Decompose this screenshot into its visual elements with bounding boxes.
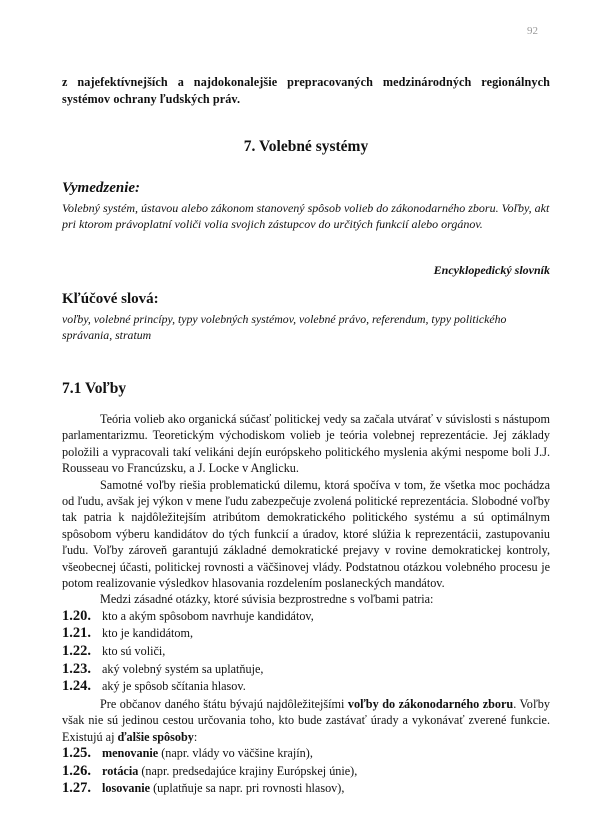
emphasis-legislative-elections: voľby do zákonodarného zboru [347, 696, 514, 711]
paragraph-other-methods [62, 696, 550, 745]
list-number: 1.27. [62, 780, 91, 797]
page-number: 92 [527, 25, 538, 37]
page-content [62, 74, 550, 108]
section-title: 7.1 Voľby [62, 380, 127, 397]
term-description: (uplatňuje sa napr. pri rovnosti hlasov), [150, 781, 345, 796]
definition-body: Volebný systém, ústavou alebo zákonom stanovený spôsob volieb do zákonodarného zboru. Voľby, akt pri ktorom právoplatní voliči volia svojich zástupcov do určitých funkcií alebo orgánov. [62, 201, 550, 231]
list-item [62, 608, 550, 626]
questions-list [62, 608, 550, 696]
term-description: (napr. predsedajúce krajiny Európskej únie), [138, 763, 358, 778]
list-item [62, 678, 550, 696]
list-number: 1.25. [62, 745, 91, 762]
paragraph: Teória volieb ako organická súčasť politickej vedy sa začala utvárať v súvislosti s nástupom parlamentarizmu. Teoretickým východiskom volieb je teória volebnej reprezentácie. Jej základy položili a vypracovali takí velikáni dejín európskeho politického myslenia akými nespome boli J.J. Rousseau vo Francúzsku, a J. Locke v Anglicku. [62, 412, 550, 476]
list-text: aký je spôsob sčítania hlasov. [102, 679, 246, 694]
list-number: 1.22. [62, 643, 91, 660]
list-number: 1.24. [62, 678, 91, 695]
list-number: 1.21. [62, 625, 91, 642]
term: rotácia [102, 763, 139, 778]
list-text: aký volebný systém sa uplatňuje, [102, 661, 264, 676]
methods-list [62, 745, 550, 798]
text-run: . Voľby však nie sú jedinou cestou určovania toho, kto bude zastávať úrady a vykonávať zverené funkcie. Existujú aj [62, 696, 550, 744]
definition-source: Encyklopedický slovník [433, 263, 550, 277]
list-text [102, 745, 313, 763]
list-text [102, 780, 344, 798]
emphasis-other-methods: ďalšie spôsoby [117, 729, 194, 744]
paragraph: Samotné voľby riešia problematickú dilemu, ktorá spočíva v tom, že všetka moc pochádza od ľudu, avšak jej výkon v mene ľudu zabezpečuje zvolená politické reprezentácia. Slobodné voľby tak patria k najdôležitejším atribútom demokratického politického systému a sú optimálnym spôsobom výberu kandidátov do tých funkcií a úradov, ktoré slúžia k reprezentácii, zastupovaniu ľudu. Voľby zároveň garantujú základné demokratické prejavy v rovine demokratickej kontroly, všeobecnej účasti, politickej rovnosti a väčšinovej vlády. Podstatnou otázkou volebného procesu je potom realizovanie výsledkov hlasovania rozdelením poslaneckých mandátov. [62, 477, 550, 591]
list-number: 1.23. [62, 660, 91, 677]
list-item [62, 780, 550, 798]
keywords-body: voľby, volebné princípy, typy volebných systémov, volebné právo, referendum, typy politického správania, stratum [62, 312, 507, 342]
list-item [62, 745, 550, 763]
term: menovanie [102, 746, 159, 761]
chapter-title: 7. Volebné systémy [243, 138, 369, 155]
intro-paragraph: z najefektívnejších a najdokonalejšie prepracovaných medzinárodných regionálnych systémov ochrany ľudských práv. [62, 75, 550, 106]
list-text: kto a akým spôsobom navrhuje kandidátov, [102, 608, 314, 623]
list-text: kto je kandidátom, [102, 626, 194, 641]
term: losovanie [102, 781, 151, 796]
list-number: 1.26. [62, 762, 91, 779]
list-item [62, 763, 550, 781]
text-run: Pre občanov daného štátu bývajú najdôležitejšími [100, 696, 348, 711]
keywords-heading: Kľúčové slová: [62, 291, 159, 307]
paragraph: Medzi zásadné otázky, ktoré súvisia bezprostredne s voľbami patria: [100, 592, 434, 607]
text-run: : [193, 729, 198, 744]
definition-heading: Vymedzenie: [62, 180, 141, 196]
section-body [62, 411, 550, 798]
list-text [102, 763, 357, 781]
term-description: (napr. vlády vo väčšine krajín), [158, 746, 313, 761]
list-text: kto sú voliči, [102, 644, 166, 659]
list-item [62, 643, 550, 661]
list-item [62, 661, 550, 679]
list-item [62, 625, 550, 643]
list-number: 1.20. [62, 607, 91, 624]
